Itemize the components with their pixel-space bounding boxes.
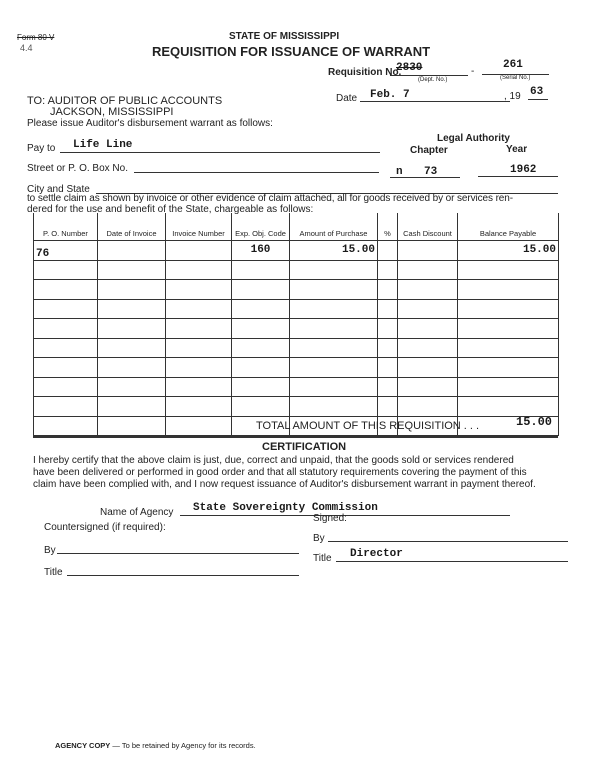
- signed-title-label: Title: [313, 553, 332, 564]
- row-exp-code: 160: [232, 241, 290, 261]
- table-row: [34, 358, 559, 378]
- certification-line3: claim have been complied with, and I now request issuance of Auditor's disbursement warrant in payment thereof.: [33, 479, 536, 490]
- table-row: [34, 299, 559, 319]
- pay-to-label: Pay to: [27, 143, 56, 154]
- total-label: TOTAL AMOUNT OF THIS REQUISITION . . .: [256, 420, 480, 432]
- dept-caption: (Dept. No.): [418, 77, 448, 83]
- signed-by-label: By: [313, 533, 325, 544]
- year-suffix: 63: [530, 86, 544, 98]
- total-value: 15.00: [516, 415, 553, 429]
- col-exp-obj-code: Exp. Obj. Code: [232, 213, 290, 241]
- requisition-label: Requisition No.: [328, 67, 402, 78]
- chapter-prefix: n: [396, 166, 403, 178]
- serial-number: 261: [503, 59, 523, 71]
- signed-title-value: Director: [350, 548, 403, 560]
- legal-year-value: 1962: [510, 164, 537, 176]
- requisition-dash: -: [471, 66, 475, 77]
- year-label: Year: [506, 144, 528, 155]
- form-number: Form 80 V: [17, 33, 55, 42]
- footer-note: [55, 741, 256, 750]
- col-invoice-number: Invoice Number: [166, 213, 232, 241]
- row-balance: 15.00: [458, 241, 559, 261]
- year-prefix: , 19: [504, 91, 521, 102]
- chapter-value: 73: [424, 166, 438, 178]
- street-label: Street or P. O. Box No.: [27, 163, 128, 174]
- col-balance-payable: Balance Payable: [458, 213, 559, 241]
- table-row: [34, 241, 559, 261]
- agency-value: State Sovereignty Commission: [193, 502, 378, 514]
- to-line2: JACKSON, MISSISSIPPI: [50, 106, 174, 118]
- state-heading: STATE OF MISSISSIPPI: [229, 31, 340, 42]
- date-label: Date: [336, 93, 358, 104]
- table-row: [34, 260, 559, 280]
- serial-caption: (Serial No.): [500, 75, 531, 81]
- settle-text-line1: to settle claim as shown by invoice or other evidence of claim attached, all for goods received by or services ren-: [27, 193, 513, 204]
- settle-text-line2: dered for the use and benefit of the State, chargeable as follows:: [27, 204, 314, 215]
- legal-authority-heading: Legal Authority: [437, 133, 510, 144]
- table-row: [34, 377, 559, 397]
- footer-bold: AGENCY COPY: [55, 741, 111, 750]
- certification-line1: I hereby certify that the above claim is just, due, correct and unpaid, that the goods sold or services rendered: [33, 455, 514, 466]
- countersign-title-label: Title: [44, 567, 63, 578]
- table-row: [34, 338, 559, 358]
- table-row: [34, 397, 559, 417]
- claim-table: [33, 213, 559, 436]
- instruction-text: Please issue Auditor's disbursement warrant as follows:: [27, 118, 273, 129]
- col-amount-of-purchase: Amount of Purchase: [290, 213, 378, 241]
- footer-rest: — To be retained by Agency for its records.: [112, 741, 256, 750]
- pay-to-value: Life Line: [73, 139, 133, 151]
- agency-label: Name of Agency: [100, 507, 174, 518]
- row-amount: 15.00: [290, 241, 378, 261]
- city-label: City and State: [27, 184, 90, 195]
- col-po-number: P. O. Number: [34, 213, 98, 241]
- row-po-number: 76: [34, 241, 98, 261]
- signed-label: Signed:: [313, 513, 347, 524]
- corner-mark: 4.4: [20, 43, 33, 53]
- to-line1: TO: AUDITOR OF PUBLIC ACCOUNTS: [27, 95, 223, 107]
- certification-line2: have been delivered or performed in good order and that all statutory requirements covering the payment of this: [33, 467, 527, 478]
- form-title: REQUISITION FOR ISSUANCE OF WARRANT: [152, 44, 431, 59]
- table-row: [34, 280, 559, 300]
- certification-heading: CERTIFICATION: [262, 441, 347, 453]
- col-cash-discount: Cash Discount: [398, 213, 458, 241]
- col-date-of-invoice: Date of Invoice: [98, 213, 166, 241]
- countersign-by-label: By: [44, 545, 56, 556]
- date-value: Feb. 7: [370, 89, 410, 101]
- col-percent: %: [378, 213, 398, 241]
- table-row: [34, 319, 559, 339]
- chapter-label: Chapter: [410, 145, 448, 156]
- dept-number: 2830: [396, 62, 423, 74]
- countersigned-label: Countersigned (if required):: [44, 522, 166, 533]
